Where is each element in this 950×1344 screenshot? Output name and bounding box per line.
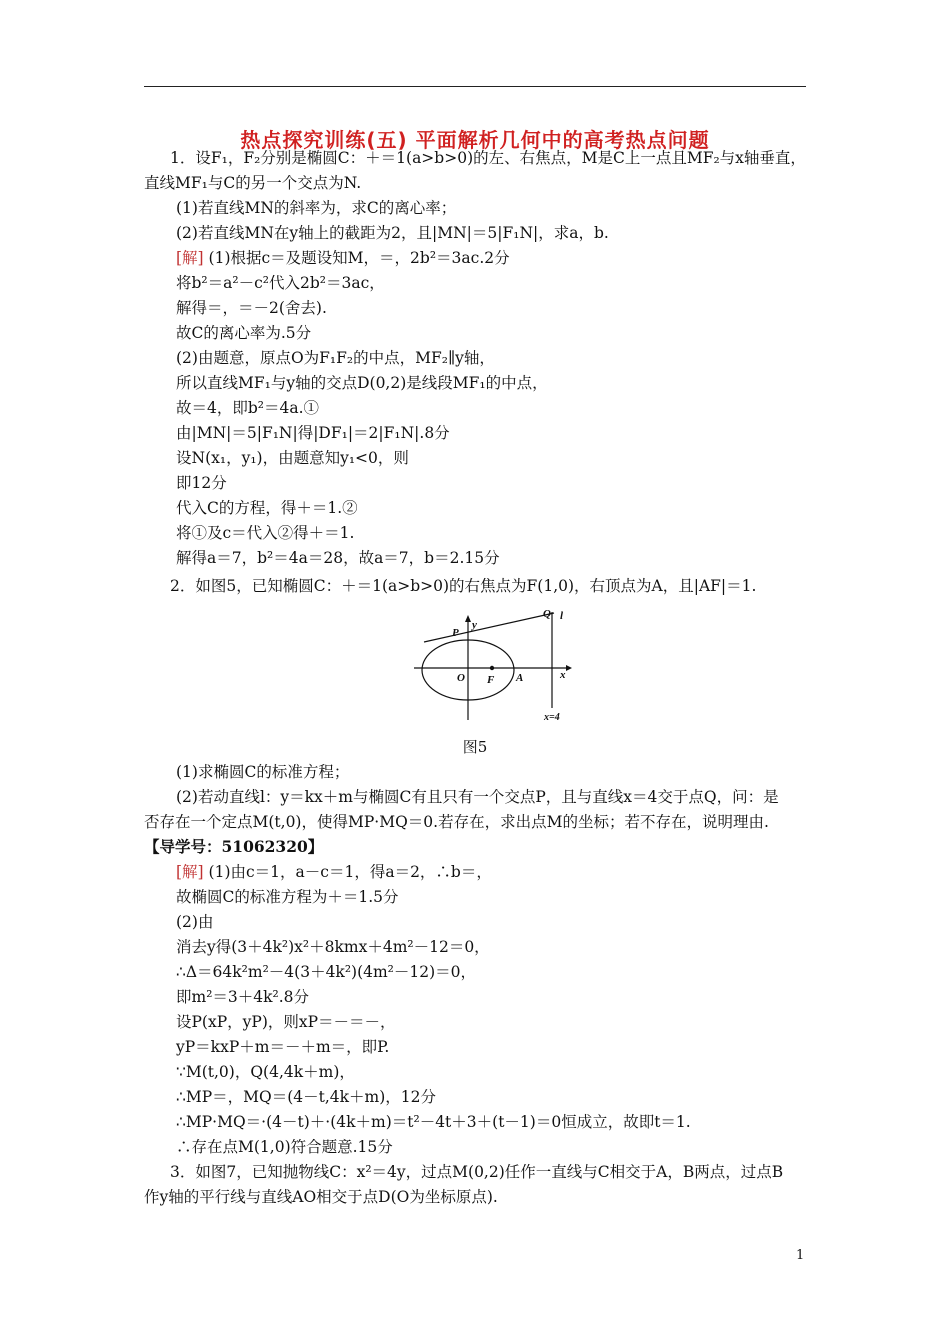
x-arrow bbox=[566, 665, 572, 671]
text-line: ∴MP＝，MQ＝(4－t,4k＋m)，12分 bbox=[176, 1088, 437, 1106]
guide-number: 【导学号：51062320】 bbox=[144, 837, 324, 856]
text-line: 设N(x₁，y₁)，由题意知y₁<0，则 bbox=[176, 449, 409, 467]
text-line: (1)若直线MN的斜率为，求C的离心率； bbox=[176, 199, 457, 217]
text-line: 解得a＝7，b²＝4a＝28，故a＝7，b＝2.15分 bbox=[176, 549, 500, 567]
fig-label: Q bbox=[543, 608, 551, 620]
fig-label: l bbox=[560, 610, 564, 622]
text-line: ∴存在点M(1,0)符合题意.15分 bbox=[176, 1138, 393, 1156]
fig-label: A bbox=[516, 672, 524, 684]
solution-label: [解] bbox=[176, 249, 204, 267]
page-title: 热点探究训练(五) 平面解析几何中的高考热点问题 bbox=[240, 128, 710, 152]
text-line: 所以直线MF₁与y轴的交点D(0,2)是线段MF₁的中点， bbox=[176, 374, 548, 392]
text-line: 即12分 bbox=[176, 474, 227, 492]
text-line: 即m²＝3＋4k².8分 bbox=[176, 988, 310, 1006]
text-line: 否存在一个定点M(t,0)，使得MP·MQ＝0.若存在，求出点M的坐标；若不存在，说明理由. bbox=[144, 813, 769, 831]
fig-label: P bbox=[452, 627, 459, 639]
fig-label: O bbox=[457, 672, 465, 684]
text-span: (1)根据c＝及题设知M，＝，2b²＝3ac.2分 bbox=[208, 249, 510, 267]
text-line: (2)由题意，原点O为F₁F₂的中点，MF₂∥y轴， bbox=[176, 349, 495, 367]
text-line: 故C的离心率为.5分 bbox=[176, 324, 312, 342]
text-line: 2．如图5，已知椭圆C：＋＝1(a>b>0)的右焦点为F(1,0)，右顶点为A，且|AF|＝1. bbox=[170, 577, 757, 595]
solution-line bbox=[176, 862, 492, 882]
text-span: (1)由c＝1，a－c＝1，得a＝2，∴b＝， bbox=[208, 863, 492, 881]
y-arrow bbox=[465, 615, 471, 622]
text-line: 作y轴的平行线与直线AO相交于点D(O为坐标原点). bbox=[144, 1188, 498, 1206]
text-line: yP＝kxP＋m＝－＋m＝，即P. bbox=[176, 1038, 390, 1056]
solution-line bbox=[176, 248, 510, 268]
text-line: 解得＝，＝－2(舍去). bbox=[176, 299, 327, 317]
text-line: 故＝4，即b²＝4a.① bbox=[176, 399, 320, 417]
text-line: 由|MN|＝5|F₁N|得|DF₁|＝2|F₁N|.8分 bbox=[176, 424, 450, 442]
text-line: 将b²＝a²－c²代入2b²＝3ac， bbox=[176, 274, 385, 292]
fig-label: y bbox=[472, 619, 477, 631]
text-line: 3．如图7，已知抛物线C：x²＝4y，过点M(0,2)任作一直线与C相交于A，B两点，过点B bbox=[170, 1163, 784, 1181]
text-line: 直线MF₁与C的另一个交点为N. bbox=[144, 174, 362, 192]
header-rule bbox=[144, 86, 806, 87]
tangent-line bbox=[424, 613, 554, 642]
text-line: 代入C的方程，得＋＝1.② bbox=[176, 499, 358, 517]
focus-point bbox=[490, 666, 494, 670]
fig-label: x bbox=[560, 669, 566, 681]
text-line: ∵M(t,0)，Q(4,4k＋m)， bbox=[176, 1063, 355, 1081]
page-number: 1 bbox=[796, 1248, 805, 1263]
text-line: 设P(xP，yP)，则xP＝－＝－， bbox=[176, 1013, 396, 1031]
text-line: ∴Δ＝64k²m²－4(3＋4k²)(4m²－12)＝0， bbox=[176, 963, 477, 981]
fig-label: x=4 bbox=[544, 712, 560, 723]
text-line: 将①及c＝代入②得＋＝1. bbox=[176, 524, 355, 542]
fig-label: F bbox=[487, 674, 495, 686]
text-line: 1．设F₁，F₂分别是椭圆C：＋＝1(a>b>0)的左、右焦点，M是C上一点且MF₂与x轴垂直， bbox=[170, 149, 806, 167]
text-line: (2)由 bbox=[176, 913, 214, 931]
text-line: 故椭圆C的标准方程为＋＝1.5分 bbox=[176, 888, 399, 906]
text-line: (1)求椭圆C的标准方程； bbox=[176, 763, 350, 781]
ellipse-figure bbox=[414, 608, 574, 724]
text-line: (2)若动直线l：y＝kx＋m与椭圆C有且只有一个交点P，且与直线x＝4交于点Q，问：是 bbox=[176, 788, 779, 806]
text-line: ∴MP·MQ＝·(4－t)＋·(4k＋m)＝t²－4t＋3＋(t－1)＝0恒成立，故即t＝1. bbox=[176, 1113, 691, 1131]
text-line: (2)若直线MN在y轴上的截距为2，且|MN|＝5|F₁N|，求a，b. bbox=[176, 224, 609, 242]
text-line: 消去y得(3＋4k²)x²＋8kmx＋4m²－12＝0， bbox=[176, 938, 490, 956]
solution-label: [解] bbox=[176, 863, 204, 881]
figure-caption: 图5 bbox=[462, 738, 488, 756]
